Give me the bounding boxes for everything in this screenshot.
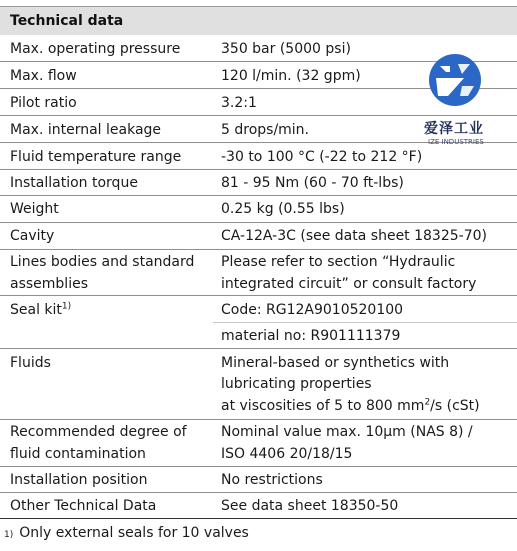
footnote-text: Only external seals for 10 valves <box>19 525 249 541</box>
table-header <box>0 6 517 35</box>
table-row <box>0 467 517 493</box>
table-row <box>0 223 517 250</box>
row-value: See data sheet 18350-50 <box>221 498 399 514</box>
footnote-mark: 1) <box>4 530 14 540</box>
row-value: 5 drops/min. <box>221 122 310 138</box>
row-label: Installation torque <box>10 175 138 191</box>
table-row <box>0 196 517 223</box>
row-label: Cavity <box>10 228 55 244</box>
row-value: -30 to 100 °C (-22 to 212 °F) <box>221 149 423 165</box>
row-label: Other Technical Data <box>10 498 157 514</box>
row-label: Max. internal leakage <box>10 122 162 138</box>
footnote <box>4 525 249 541</box>
row-label: Fluid temperature range <box>10 149 182 165</box>
sub-divider <box>213 322 517 323</box>
row-label: Max. flow <box>10 68 77 84</box>
row-value: 350 bar (5000 psi) <box>221 41 351 57</box>
row-value: No restrictions <box>221 472 323 488</box>
row-value: material no: R901111379 <box>221 328 401 344</box>
row-value: Code: RG12A9010520100 <box>221 302 404 318</box>
row-label: fluid contamination <box>10 446 146 462</box>
table-title: Technical data <box>10 13 124 29</box>
row-value: CA-12A-3C (see data sheet 18325-70) <box>221 228 487 244</box>
row-value: at viscosities of 5 to 800 $mm^2/s$ (cSt) <box>221 397 480 414</box>
row-label: Max. operating pressure <box>10 41 181 57</box>
row-value: Please refer to section “Hydraulic <box>221 254 456 270</box>
row-label: Seal kit$^{1)}$ <box>10 301 72 318</box>
row-value: integrated circuit” or consult factory <box>221 276 477 292</box>
row-value: 120 l/min. (32 gpm) <box>221 68 361 84</box>
row-value: lubricating properties <box>221 376 372 392</box>
footnote-ref: 1) <box>61 301 72 312</box>
table-row <box>0 493 517 519</box>
watermark-name-en: IZE INDUSTRIES <box>428 138 484 146</box>
row-label: Fluids <box>10 355 51 371</box>
row-label: assemblies <box>10 276 88 292</box>
row-value: 3.2:1 <box>221 95 257 111</box>
row-label: Pilot ratio <box>10 95 77 111</box>
table-row <box>0 250 517 296</box>
table-row <box>0 170 517 196</box>
row-value: ISO 4406 20/18/15 <box>221 446 353 462</box>
row-value: 0.25 kg (0.55 lbs) <box>221 201 345 217</box>
row-value: 81 - 95 Nm (60 - 70 ft-lbs) <box>221 175 404 191</box>
row-label: Lines bodies and standard <box>10 254 195 270</box>
row-value: Nominal value max. 10µm (NAS 8) / <box>221 424 473 440</box>
row-label: Recommended degree of <box>10 424 187 440</box>
table-row <box>0 420 517 467</box>
row-label: Installation position <box>10 472 148 488</box>
table-row <box>0 296 517 349</box>
watermark-name-cn: 爱泽工业 <box>424 121 484 137</box>
table-row <box>0 349 517 420</box>
row-value: Mineral-based or synthetics with <box>221 355 450 371</box>
row-label: Weight <box>10 201 59 217</box>
